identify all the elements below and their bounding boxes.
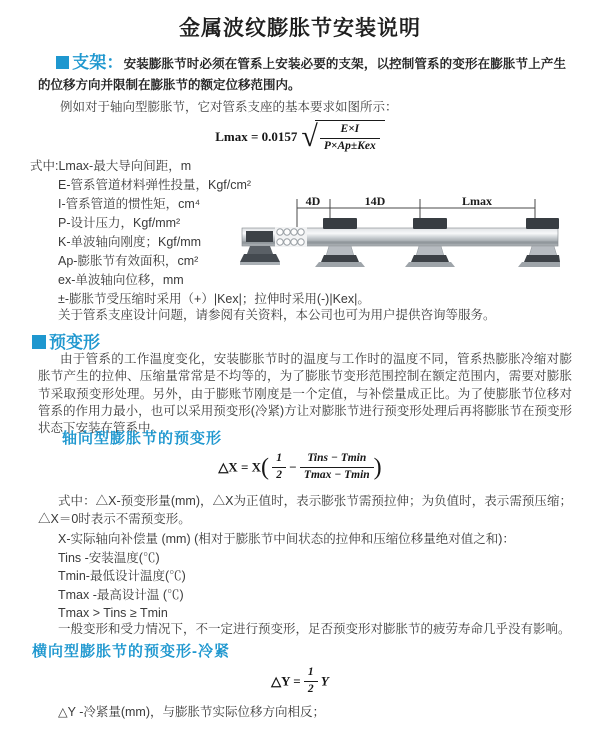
- dimension-label-14d: 14D: [364, 194, 386, 208]
- dimension-label-lmax: Lmax: [462, 194, 492, 208]
- preset-section-heading-row: [32, 328, 100, 353]
- axial-note-2: 一般变形和受力情况下，不一定进行预变形，足否预变形对膨胀节的疲劳寿命几乎没有影响。: [58, 622, 571, 636]
- lateral-preset-formula: [0, 666, 600, 697]
- pipe-support-diagram: [240, 192, 560, 284]
- definition-line: Tins -安装温度(℃): [58, 550, 160, 565]
- lmax-fraction-denominator: P×Ap±Kex: [323, 139, 376, 152]
- lateral-subsection-heading: 横向型膨胀节的预变形-冷紧: [32, 643, 230, 660]
- lmax-fraction: [320, 123, 380, 154]
- definition-line: P-设计压力，Kgf/mm²: [58, 216, 181, 230]
- section-square-icon: [56, 56, 69, 69]
- axial-definitions: [58, 530, 515, 623]
- axial-note-1: 式中：△X-预变形量(mm)，△X为正值时，表示膨张节需预拉伸；为负值时，表示需预压缩；△X＝0时表示不需预变形。: [38, 494, 572, 526]
- preset-section-heading: 预变形: [49, 333, 100, 352]
- lmax-formula: [0, 120, 600, 154]
- lmax-fraction-numerator: E×I: [320, 123, 380, 139]
- axial-subsection-heading: 轴向型膨胀节的预变形: [62, 430, 223, 447]
- support-intro-paragraph: [38, 52, 566, 96]
- half-fraction: [272, 452, 286, 483]
- fraction-numerator: 1: [304, 666, 318, 682]
- dimension-label-4d: 4D: [305, 194, 321, 208]
- fraction-numerator: Tins − Tmin: [300, 452, 374, 468]
- definition-line: X-实际轴向补偿量 (mm) (相对于膨胀节中间状态的拉伸和压缩位移量绝对值之和)：: [58, 532, 515, 546]
- temperature-fraction: [300, 452, 374, 483]
- fraction-denominator: 2: [307, 682, 314, 695]
- minus-sign: −: [289, 459, 297, 475]
- definition-line: ±-膨胀节受压缩时采用（+）|Kex|；拉伸时采用(-)|Kex|。: [58, 292, 370, 306]
- fraction-denominator: Tmax − Tmin: [303, 468, 370, 481]
- radical-sign: √: [301, 119, 318, 153]
- definition-line: Ap-膨胀节有效面积，cm²: [58, 254, 199, 268]
- support-intro-text: 安装膨胀节时必须在管系上安装必要的支架，以控制管系的变形在膨胀节上产生的位移方向并限制在膨胀节的额定位移范围内。: [38, 57, 566, 92]
- axial-formula-lhs: △X = X: [218, 459, 261, 475]
- close-paren: ): [373, 454, 382, 481]
- section-square-icon: [32, 335, 46, 349]
- support-section-heading: 支架：: [72, 53, 124, 72]
- support-example-line: 例如对于轴向型膨胀节，它对管系支座的基本要求如图所示：: [60, 100, 398, 114]
- definition-line: Tmax > Tins ≥ Tmin: [58, 606, 168, 621]
- open-paren: (: [261, 454, 269, 481]
- definition-line: I-管系管道的惯性矩，cm⁴: [58, 197, 201, 211]
- lmax-formula-lhs: Lmax = 0.0157: [215, 128, 298, 144]
- definition-line: ex-单波轴向位移，mm: [58, 273, 184, 287]
- lateral-formula-lhs: △Y =: [271, 673, 301, 689]
- bellows-icon: [275, 227, 307, 247]
- definition-line: E-管系管道材料弹性投量，Kgf/cm²: [58, 178, 252, 192]
- definition-line: 式中:Lmax-最大导向间距，m: [30, 159, 192, 173]
- lateral-formula-rhs: Y: [320, 673, 329, 689]
- radical-body: [315, 120, 385, 154]
- lateral-note: △Y -冷紧量(mm)，与膨胀节实际位移方向相反；: [58, 705, 326, 719]
- definition-line: Tmin-最低设计温度(℃): [58, 569, 186, 584]
- support-closing-line: 关于管系支座设计问题，请参阅有关资料，本公司也可为用户提供咨询等服务。: [58, 308, 496, 322]
- page-title: 金属波纹膨胀节安装说明: [179, 17, 421, 40]
- definition-line: K-单波轴向刚度；Kgf/mm: [58, 235, 202, 249]
- fraction-denominator: 2: [276, 468, 282, 481]
- half-fraction: [304, 666, 318, 697]
- axial-preset-formula: [0, 452, 600, 483]
- definition-line: Tmax -最高设计温 (℃): [58, 587, 184, 602]
- preset-paragraph: 由于管系的工作温度变化，安装膨胀节时的温度与工作时的温度不同，管系热膨胀冷缩对膨胀节产生的拉伸、压缩量常常是不均等的，为了膨胀节变形范围控制在额定范围内，需要对膨胀节采取预变形处理。另外，由于膨账节刚度是一个定值，与补偿量成正比。为了使膨胀节位移对管系的作用力最小，也可以采用预变形(冷紧)方让对膨胀节进行预变形处理后再将膨胀节在预变形状态下安装在管系中。: [38, 352, 572, 436]
- fraction-numerator: 1: [272, 452, 286, 468]
